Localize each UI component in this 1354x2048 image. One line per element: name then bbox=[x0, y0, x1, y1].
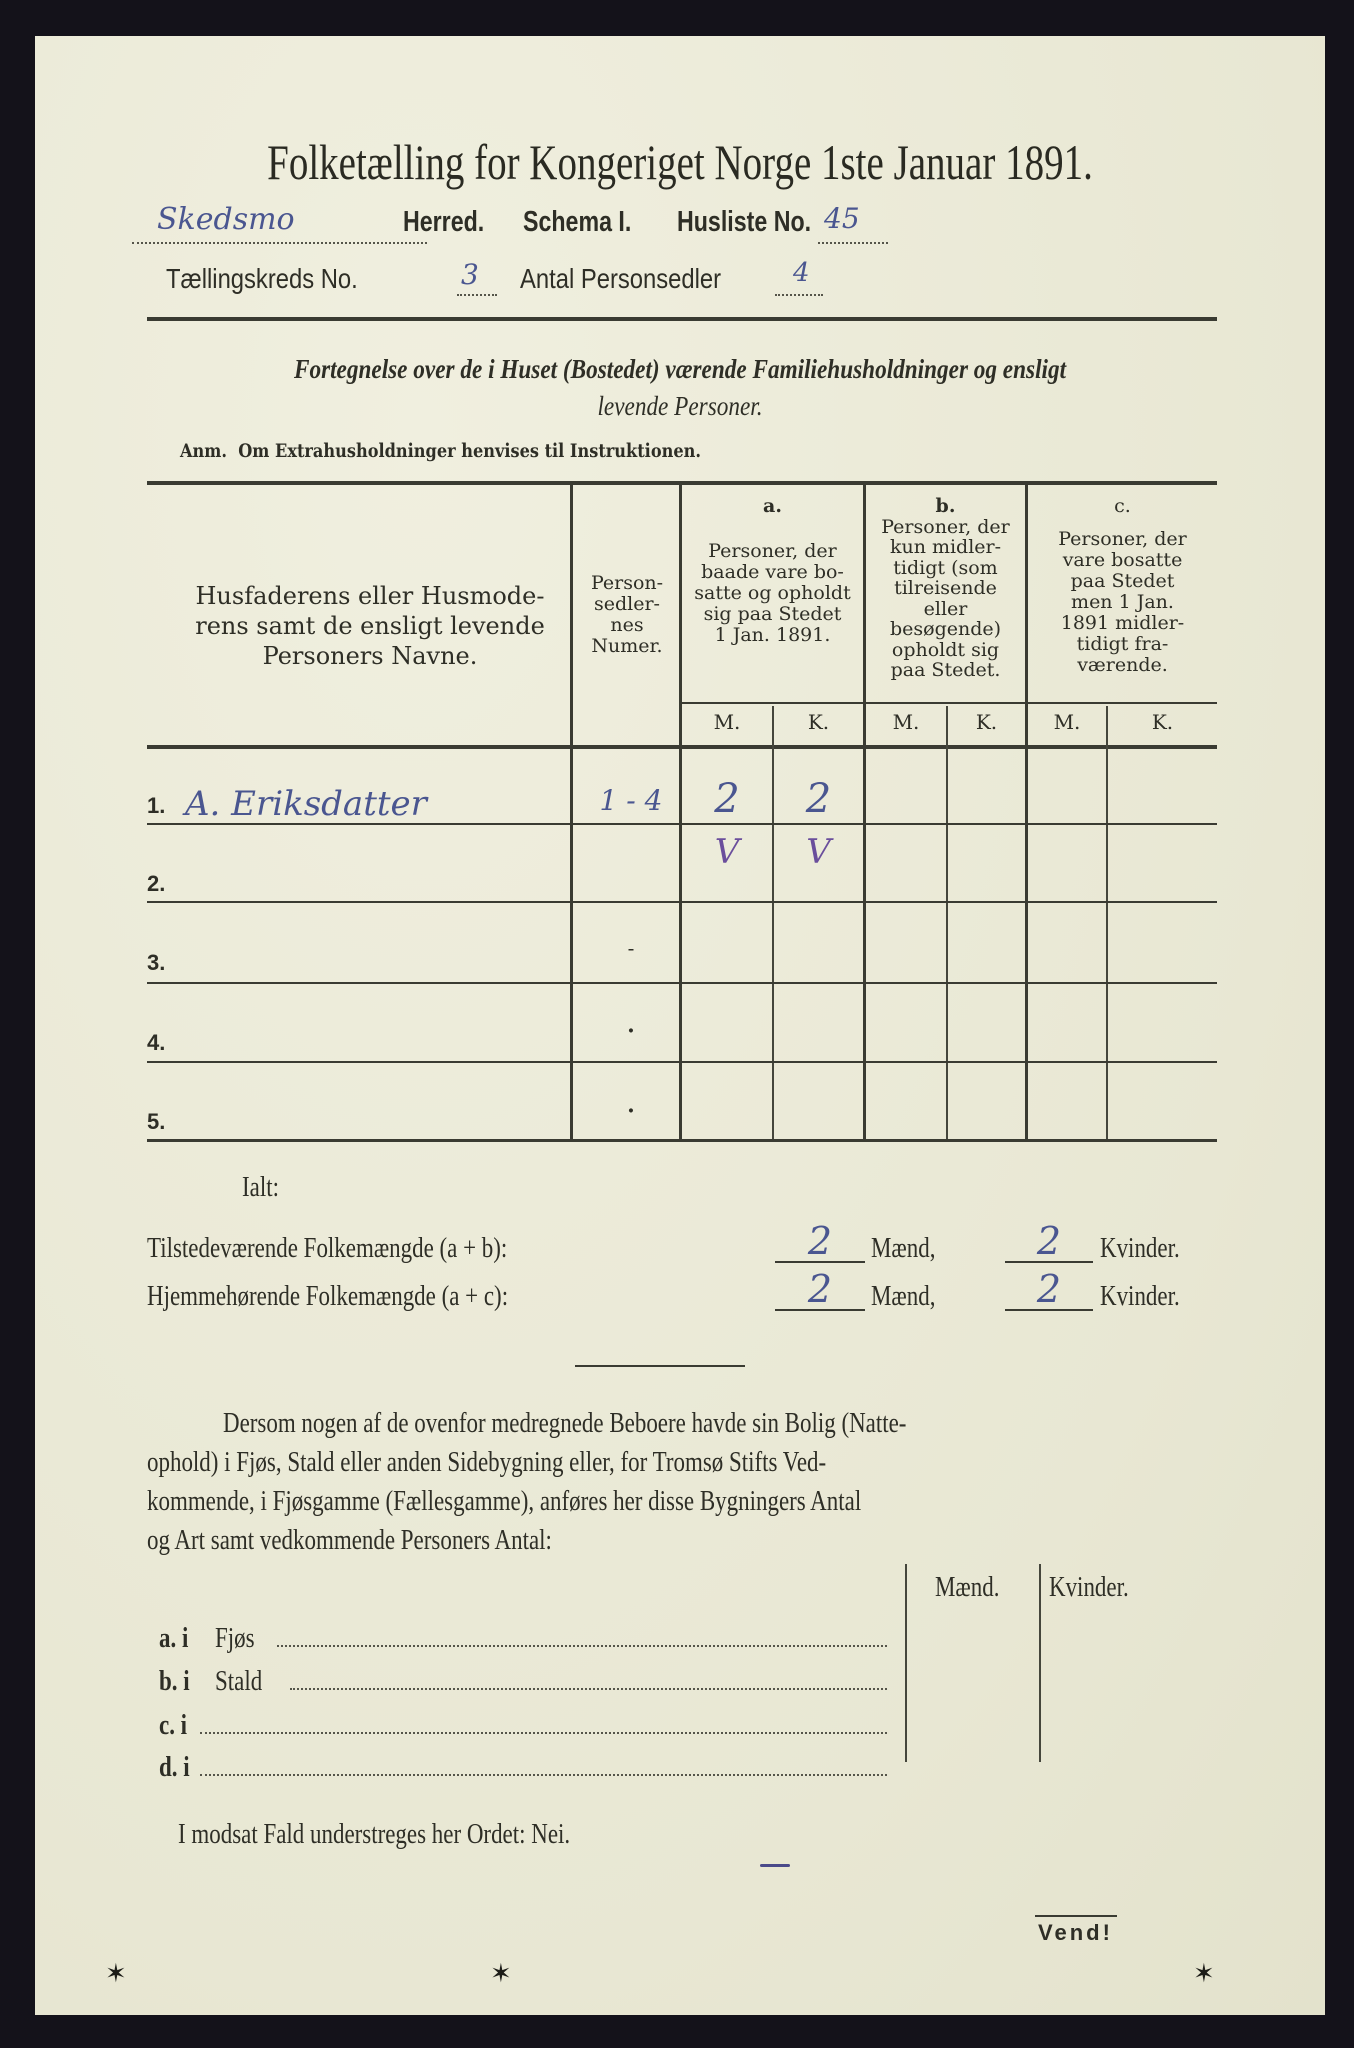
herred-field[interactable] bbox=[132, 202, 427, 244]
c-m-cell[interactable] bbox=[1028, 1100, 1106, 1136]
table-header-rule bbox=[147, 745, 1217, 749]
a-k-cell[interactable]: V bbox=[806, 832, 831, 872]
nei-underline bbox=[760, 1864, 790, 1867]
c-k-cell[interactable] bbox=[1108, 941, 1217, 977]
vend-label: Vend! bbox=[1038, 1920, 1113, 1945]
header-line: Personer, der bbox=[1058, 528, 1187, 550]
name-cell[interactable] bbox=[185, 1100, 565, 1136]
row-number: 4. bbox=[147, 1030, 166, 1055]
header-line: baade vare bo- bbox=[701, 561, 844, 583]
header-line: Personer, der bbox=[708, 540, 837, 562]
header-line: 1891 midler- bbox=[1060, 612, 1185, 634]
c-m-cell[interactable] bbox=[1028, 784, 1106, 820]
kreds-value: 3 bbox=[461, 258, 479, 291]
row-rule bbox=[147, 982, 1217, 984]
row-number: 2. bbox=[147, 871, 166, 896]
building-letter: c. i bbox=[159, 1710, 188, 1741]
husliste-label: Husliste No. bbox=[677, 206, 812, 238]
header-line: sig paa Stedet bbox=[703, 603, 842, 625]
col-c-m-label: M. bbox=[1053, 710, 1081, 734]
tilstede-kvinder-value[interactable]: 2 bbox=[1036, 1219, 1062, 1263]
pin-hole-mark: ✶ bbox=[1193, 1959, 1215, 1989]
a-m-cell[interactable] bbox=[682, 1021, 772, 1057]
ialt-label: Ialt: bbox=[242, 1172, 279, 1203]
pin-hole-mark: ✶ bbox=[490, 1959, 512, 1989]
row-rule bbox=[147, 901, 1217, 903]
numer-header bbox=[575, 573, 679, 657]
table-top-rule bbox=[147, 481, 1217, 485]
header-line: paa Stedet. bbox=[890, 659, 1001, 681]
a-k-cell[interactable] bbox=[774, 1021, 863, 1057]
header-line: besøgende) bbox=[889, 618, 1002, 640]
hjemme-kvinder-value[interactable]: 2 bbox=[1036, 1267, 1062, 1311]
personsedler-label: Antal Personsedler bbox=[520, 263, 722, 294]
header-line: opholdt sig bbox=[891, 638, 1000, 661]
b-m-cell[interactable] bbox=[866, 784, 946, 820]
c-m-cell[interactable] bbox=[1028, 1021, 1106, 1057]
c-k-cell[interactable] bbox=[1108, 862, 1217, 898]
a-m-cell[interactable] bbox=[682, 941, 772, 977]
a-k-cell[interactable] bbox=[774, 941, 863, 977]
building-field[interactable] bbox=[200, 1730, 887, 1734]
pin-hole-mark: ✶ bbox=[105, 1959, 127, 1989]
b-k-cell[interactable] bbox=[948, 1021, 1025, 1057]
husliste-field[interactable] bbox=[818, 202, 888, 244]
building-label: Stald bbox=[215, 1666, 263, 1697]
mk-divider bbox=[1106, 706, 1108, 1139]
a-m-cell[interactable]: 2 bbox=[714, 776, 740, 822]
building-field[interactable] bbox=[200, 1772, 887, 1776]
modsat-label: I modsat Fald understreges her Ordet: bbox=[178, 1819, 526, 1850]
buildings-maend-header: Mænd. bbox=[935, 1572, 1000, 1603]
schema-label: Schema I. bbox=[523, 206, 632, 238]
c-k-cell[interactable] bbox=[1108, 1100, 1217, 1136]
c-k-cell[interactable] bbox=[1108, 1021, 1217, 1057]
name-cell[interactable] bbox=[185, 941, 565, 977]
a-m-cell[interactable] bbox=[682, 1100, 772, 1136]
b-m-cell[interactable] bbox=[866, 1100, 946, 1136]
kvinder-label: Kvinder. bbox=[1100, 1281, 1180, 1312]
hjemme-maend-value[interactable]: 2 bbox=[807, 1267, 833, 1311]
b-k-cell[interactable] bbox=[948, 784, 1025, 820]
vend-rule bbox=[1035, 1915, 1117, 1917]
a-k-cell[interactable]: 2 bbox=[805, 776, 832, 822]
row-number: 3. bbox=[147, 950, 166, 975]
note-text: Om Extrahusholdninger henvises til Instruktionen. bbox=[238, 440, 701, 462]
mk-top-rule bbox=[682, 702, 1217, 704]
numer-cell[interactable]: - bbox=[627, 936, 635, 960]
c-k-cell[interactable] bbox=[1108, 784, 1217, 820]
col-b-k-label: K. bbox=[975, 710, 998, 734]
a-k-cell[interactable] bbox=[774, 1100, 863, 1136]
header-line: Husfaderens eller Husmode- bbox=[195, 582, 545, 610]
mk-divider bbox=[946, 706, 948, 1139]
maend-label: Mænd, bbox=[871, 1233, 936, 1264]
buildings-para-line: kommende, i Fjøsgamme (Fællesgamme), anføres her disse Bygningers Antal bbox=[147, 1486, 862, 1517]
subtitle-line1: Fortegnelse over de i Huset (Bostedet) værende Familiehusholdninger og ensligt bbox=[293, 354, 1067, 384]
col-divider bbox=[1039, 1564, 1041, 1762]
building-field[interactable] bbox=[290, 1686, 887, 1690]
building-label: Fjøs bbox=[215, 1623, 255, 1654]
personsedler-field[interactable] bbox=[775, 258, 823, 296]
header-line: sedler- bbox=[594, 593, 660, 615]
herred-label: Herred. bbox=[403, 206, 485, 238]
b-k-cell[interactable] bbox=[948, 1100, 1025, 1136]
header-line: Personer, der bbox=[881, 515, 1010, 538]
maend-label: Mænd, bbox=[871, 1281, 936, 1312]
buildings-para-line: Dersom nogen af de ovenfor medregnede Beboere havde sin Bolig (Natte- bbox=[223, 1408, 907, 1439]
form-title: Folketælling for Kongeriget Norge 1ste Januar 1891. bbox=[267, 134, 1093, 190]
col-b-letter: b. bbox=[935, 495, 956, 517]
names-header bbox=[180, 581, 560, 671]
header-line: satte og opholdt bbox=[694, 582, 851, 604]
header-line: men 1 Jan. bbox=[1071, 591, 1174, 613]
col-divider bbox=[905, 1564, 907, 1762]
c-m-cell[interactable] bbox=[1028, 862, 1106, 898]
col-a-m-label: M. bbox=[713, 710, 741, 734]
tilstede-label: Tilstedeværende Folkemængde (a + b): bbox=[147, 1233, 508, 1264]
kreds-label: Tællingskreds No. bbox=[166, 263, 358, 294]
building-letter: a. i bbox=[159, 1623, 189, 1654]
header-line: Numer. bbox=[591, 635, 663, 657]
note bbox=[180, 440, 701, 462]
modsat-text bbox=[178, 1816, 570, 1854]
header-divider bbox=[147, 317, 1217, 321]
numer-cell[interactable]: · bbox=[627, 1098, 635, 1124]
name-cell[interactable]: A. Eriksdatter bbox=[185, 784, 427, 824]
name-cell[interactable] bbox=[185, 862, 565, 898]
name-cell[interactable] bbox=[185, 1021, 565, 1057]
tilstede-maend-value[interactable]: 2 bbox=[807, 1219, 833, 1263]
col-c-header bbox=[1028, 496, 1217, 676]
husliste-value: 45 bbox=[824, 202, 860, 235]
b-m-cell[interactable] bbox=[866, 1021, 946, 1057]
buildings-kvinder-header: Kvinder. bbox=[1049, 1572, 1129, 1603]
header-line: vare bosatte bbox=[1062, 549, 1183, 571]
b-k-cell[interactable] bbox=[948, 862, 1025, 898]
header-line: paa Stedet bbox=[1070, 570, 1175, 592]
col-a-header bbox=[682, 496, 863, 646]
buildings-para-line: og Art samt vedkommende Personers Antal: bbox=[147, 1525, 552, 1556]
header-line: kun midler- bbox=[889, 536, 1002, 558]
subtitle-line2: levende Personer. bbox=[597, 391, 763, 421]
col-a-letter: a. bbox=[763, 495, 782, 517]
row-number: 5. bbox=[147, 1109, 166, 1134]
kreds-field[interactable] bbox=[457, 258, 497, 296]
section-divider bbox=[575, 1365, 745, 1367]
personsedler-value: 4 bbox=[793, 258, 810, 288]
col-b-header bbox=[866, 496, 1025, 681]
col-a-k-label: K. bbox=[807, 710, 830, 734]
note-prefix: Anm. bbox=[180, 440, 227, 462]
header-line: rens samt de ensligt levende bbox=[195, 612, 545, 640]
table-bottom-rule bbox=[147, 1139, 1217, 1142]
b-m-cell[interactable] bbox=[866, 862, 946, 898]
row-rule bbox=[147, 1061, 1217, 1063]
census-form-page bbox=[35, 36, 1325, 2015]
header-line: Person- bbox=[590, 572, 664, 594]
modsat-word[interactable]: Nei. bbox=[531, 1819, 571, 1850]
building-field[interactable] bbox=[277, 1643, 887, 1647]
buildings-para-line: ophold) i Fjøs, Stald eller anden Sidebygning eller, for Tromsø Stifts Ved- bbox=[147, 1447, 827, 1478]
building-letter: d. i bbox=[159, 1752, 190, 1783]
a-m-cell[interactable]: V bbox=[714, 832, 740, 872]
col-c-k-label: K. bbox=[1151, 710, 1174, 734]
header-line: værende. bbox=[1077, 654, 1168, 676]
c-m-cell[interactable] bbox=[1028, 941, 1106, 977]
header-line: tidigt (som bbox=[893, 556, 998, 579]
kvinder-label: Kvinder. bbox=[1100, 1233, 1180, 1264]
header-line: nes bbox=[610, 614, 644, 636]
b-m-cell[interactable] bbox=[866, 941, 946, 977]
col-divider bbox=[570, 484, 573, 1139]
col-b-m-label: M. bbox=[892, 710, 920, 734]
building-letter: b. i bbox=[159, 1666, 190, 1697]
numer-cell[interactable]: 1 - 4 bbox=[599, 784, 663, 817]
header-line: eller bbox=[923, 597, 968, 620]
mk-divider bbox=[772, 706, 774, 1139]
herred-value: Skedsmo bbox=[157, 202, 295, 237]
header-line: tidigt fra- bbox=[1076, 633, 1169, 655]
header-line: Personers Navne. bbox=[262, 642, 478, 670]
numer-cell[interactable]: · bbox=[627, 1018, 635, 1044]
b-k-cell[interactable] bbox=[948, 941, 1025, 977]
hjemme-label: Hjemmehørende Folkemængde (a + c): bbox=[147, 1281, 509, 1312]
col-c-letter: c. bbox=[1114, 495, 1131, 517]
header-line: 1 Jan. 1891. bbox=[714, 624, 831, 646]
row-number: 1. bbox=[147, 793, 166, 818]
header-line: tilreisende bbox=[894, 577, 997, 599]
